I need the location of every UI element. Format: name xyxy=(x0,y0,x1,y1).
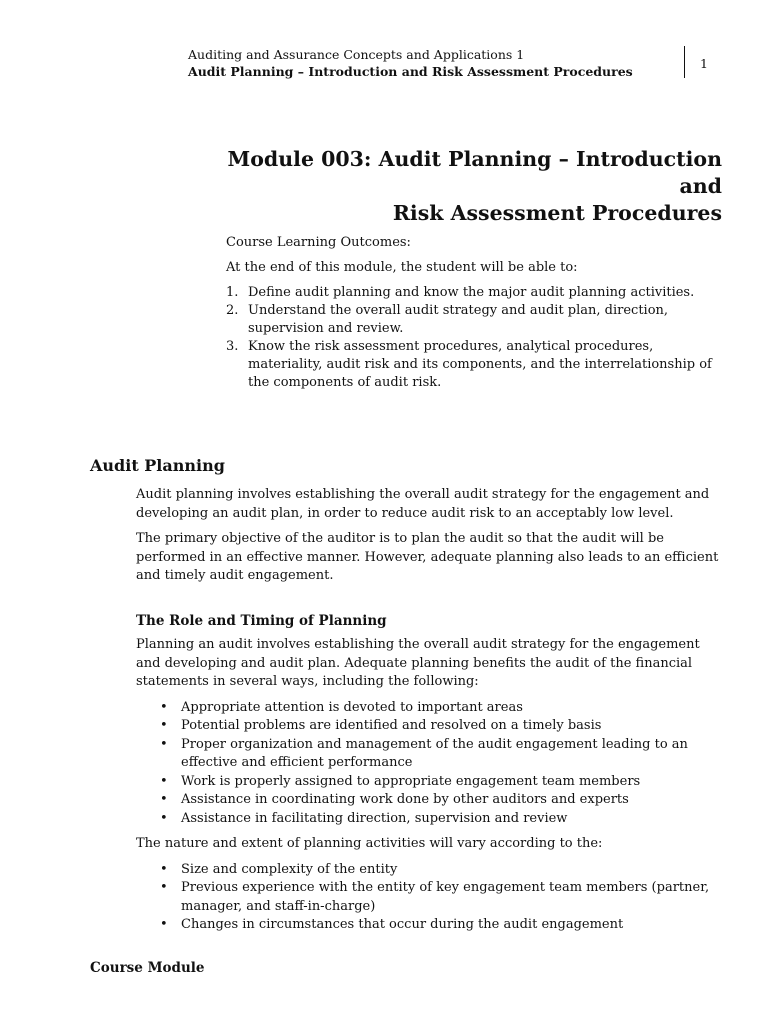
subheading-role-timing: The Role and Timing of Planning xyxy=(136,612,387,629)
list-item: • Previous experience with the entity of key engagement team members (partner, manager, and staff-in-charge) xyxy=(160,880,710,914)
list-item: 3. Know the risk assessment procedures, analytical procedures, materiality, audit risk and its components, and the interrelationship of the components of audit risk. xyxy=(226,339,712,390)
section-heading-audit-planning: Audit Planning xyxy=(90,456,225,475)
outcomes-list xyxy=(226,284,726,392)
list-item: • Work is properly assigned to appropriate engagement team members xyxy=(136,773,726,792)
section-body xyxy=(136,486,726,942)
module-title-line2: Risk Assessment Procedures xyxy=(392,201,722,225)
bullet-icon: • xyxy=(160,699,168,715)
outcomes-intro: At the end of this module, the student will be able to: xyxy=(226,260,578,275)
list-item: • Appropriate attention is devoted to important areas xyxy=(136,699,726,718)
running-header xyxy=(188,46,633,80)
list-item: • Assistance in facilitating direction, supervision and review xyxy=(136,810,726,829)
factors-list xyxy=(136,861,726,935)
bullet-icon: • xyxy=(160,773,168,789)
module-title-line1: Module 003: Audit Planning – Introduction and xyxy=(227,147,722,198)
bullet-icon: • xyxy=(160,792,168,807)
list-item: 2. Understand the overall audit strategy and audit plan, direction, supervision and review. xyxy=(226,303,669,336)
bullet-icon: • xyxy=(160,861,168,877)
bullet-icon: • xyxy=(160,718,168,733)
list-item: • Size and complexity of the entity xyxy=(136,861,726,880)
header-divider xyxy=(684,46,685,78)
footer-label: Course Module xyxy=(90,960,205,976)
page-number: 1 xyxy=(700,56,708,71)
bullet-icon: • xyxy=(160,810,168,826)
list-item: 1. Define audit planning and know the major audit planning activities. xyxy=(226,285,695,300)
paragraph: Audit planning involves establishing the overall audit strategy for the engagement and developing an audit plan, in order to reduce audit risk to an acceptably low level. xyxy=(136,487,710,521)
bullet-icon: • xyxy=(160,917,168,932)
paragraph: The primary objective of the auditor is to plan the audit so that the audit will be performed in an effective manner. However, adequate planning also leads to an efficient and timely audit engagement. xyxy=(136,531,719,583)
bullet-icon: • xyxy=(160,736,168,752)
paragraph: The nature and extent of planning activities will vary according to the: xyxy=(136,836,603,851)
header-module-title: Audit Planning – Introduction and Risk Assessment Procedures xyxy=(188,64,633,79)
list-item: • Potential problems are identified and resolved on a timely basis xyxy=(136,717,726,736)
benefits-list xyxy=(136,699,726,829)
header-course-title: Auditing and Assurance Concepts and Applications 1 xyxy=(188,47,525,62)
outcomes-heading: Course Learning Outcomes: xyxy=(226,235,411,250)
list-item: • Proper organization and management of the audit engagement leading to an effective and efficient performance xyxy=(160,736,688,770)
module-title xyxy=(202,146,722,227)
bullet-icon: • xyxy=(160,880,168,895)
paragraph: Planning an audit involves establishing the overall audit strategy for the engagement and developing and audit plan. Adequate planning benefits the audit of the financial statements in several ways, including the following: xyxy=(136,637,700,689)
list-item: • Assistance in coordinating work done by other auditors and experts xyxy=(136,791,726,810)
list-item: • Changes in circumstances that occur during the audit engagement xyxy=(136,916,726,935)
learning-outcomes xyxy=(226,234,726,392)
